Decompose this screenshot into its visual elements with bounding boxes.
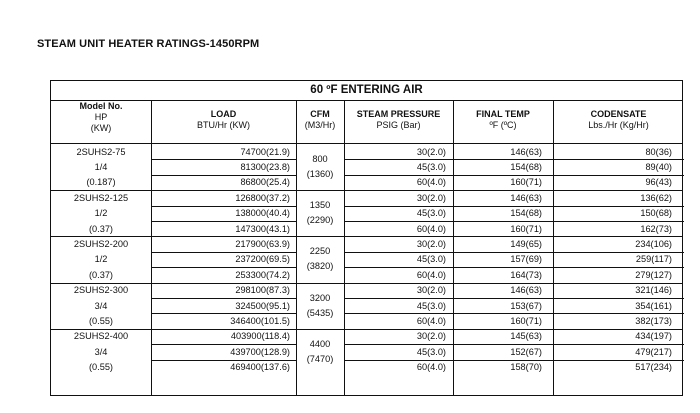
load-value: 147300(43.1) <box>235 223 290 234</box>
final-temp-value: 146(63) <box>510 285 542 296</box>
pressure-value: 60(4.0) <box>416 315 446 326</box>
pressure-value: 60(4.0) <box>416 269 446 280</box>
m3-value: (5435) <box>306 307 334 318</box>
pressure-value: 60(4.0) <box>416 223 446 234</box>
cfm-cell <box>296 192 344 234</box>
header-steam-label: STEAM PRESSURE <box>356 109 441 119</box>
final-temp-value: 160(71) <box>510 223 542 234</box>
model-kw: (0.37) <box>88 223 113 234</box>
pressure-value: 30(2.0) <box>416 238 446 249</box>
header-hp-label: HP <box>94 112 108 122</box>
load-value: 74700(21.9) <box>240 146 290 157</box>
pressure-value: 30(2.0) <box>416 331 446 342</box>
load-value: 138000(40.4) <box>235 208 290 219</box>
condensate-value: 382(173) <box>635 315 672 326</box>
final-temp-value: 149(65) <box>510 238 542 249</box>
condensate-value: 89(40) <box>645 161 672 172</box>
header-kw-label: (KW) <box>90 123 112 133</box>
header-cfm-unit: (M3/Hr) <box>304 120 336 130</box>
pressure-value: 45(3.0) <box>416 161 446 172</box>
load-value: 237200(69.5) <box>235 254 290 265</box>
condensate-value: 136(62) <box>640 192 672 203</box>
condensate-value: 234(106) <box>635 238 672 249</box>
model-number: 2SUHS2-400 <box>73 331 129 342</box>
condensate-value: 96(43) <box>645 177 672 188</box>
cfm-value: 4400 <box>309 338 331 349</box>
model-number: 2SUHS2-125 <box>73 192 129 203</box>
condensate-value: 517(234) <box>635 362 672 373</box>
cfm-value: 800 <box>312 154 328 165</box>
load-value: 86800(25.4) <box>240 177 290 188</box>
cfm-cell <box>296 146 344 188</box>
header-load-unit: BTU/Hr (KW) <box>197 120 250 130</box>
model-hp: 3/4 <box>94 346 108 357</box>
condensate-value: 479(217) <box>635 346 672 357</box>
header-model <box>51 101 151 145</box>
condensate-value: 354(161) <box>635 300 672 311</box>
cfm-cell <box>296 238 344 280</box>
header-divider <box>51 143 682 144</box>
page-title: STEAM UNIT HEATER RATINGS-1450RPM <box>37 38 260 50</box>
model-number: 2SUHS2-75 <box>76 146 126 157</box>
cfm-cell <box>296 331 344 373</box>
load-value: 81300(23.8) <box>240 161 290 172</box>
pressure-value: 60(4.0) <box>416 177 446 188</box>
final-temp-value: 164(73) <box>510 269 542 280</box>
load-value: 439700(128.9) <box>230 346 290 357</box>
model-hp: 1/2 <box>94 254 108 265</box>
model-kw: (0.37) <box>88 269 113 280</box>
header-steam-unit: PSIG (Bar) <box>376 120 421 130</box>
final-temp-value: 160(71) <box>510 315 542 326</box>
final-temp-value: 157(69) <box>510 254 542 265</box>
cfm-value: 3200 <box>309 292 331 303</box>
final-temp-value: 160(71) <box>510 177 542 188</box>
final-temp-value: 145(63) <box>510 331 542 342</box>
m3-value: (3820) <box>306 261 334 272</box>
header-model-label: Model No. <box>79 101 123 111</box>
pressure-value: 30(2.0) <box>416 192 446 203</box>
model-hp: 3/4 <box>94 300 108 311</box>
pressure-value: 45(3.0) <box>416 208 446 219</box>
m3-value: (1360) <box>306 169 334 180</box>
final-temp-value: 146(63) <box>510 146 542 157</box>
final-temp-value: 154(68) <box>510 208 542 219</box>
pressure-value: 30(2.0) <box>416 146 446 157</box>
condensate-value: 162(73) <box>640 223 672 234</box>
condensate-value: 279(127) <box>635 269 672 280</box>
cfm-value: 1350 <box>309 200 331 211</box>
header-condensate-unit: Lbs./Hr (Kg/Hr) <box>588 120 649 130</box>
load-value: 324500(95.1) <box>235 300 290 311</box>
condensate-value: 321(146) <box>635 285 672 296</box>
pressure-value: 45(3.0) <box>416 254 446 265</box>
pressure-value: 45(3.0) <box>416 300 446 311</box>
header-load-label: LOAD <box>210 109 237 119</box>
final-temp-value: 153(67) <box>510 300 542 311</box>
model-hp: 1/4 <box>94 161 108 172</box>
header-final-label: FINAL TEMP <box>476 109 530 119</box>
table-banner: 60 ºF ENTERING AIR <box>51 81 682 101</box>
pressure-value: 60(4.0) <box>416 362 446 373</box>
condensate-value: 434(197) <box>635 331 672 342</box>
final-temp-value: 146(63) <box>510 192 542 203</box>
pressure-value: 45(3.0) <box>416 346 446 357</box>
pressure-value: 30(2.0) <box>416 285 446 296</box>
header-condensate-label: CODENSATE <box>590 109 647 119</box>
condensate-value: 150(68) <box>640 208 672 219</box>
model-kw: (0.187) <box>86 177 116 188</box>
m3-value: (7470) <box>306 353 334 364</box>
load-value: 469400(137.6) <box>230 362 290 373</box>
condensate-value: 259(117) <box>635 254 672 265</box>
final-temp-value: 158(70) <box>510 362 542 373</box>
m3-value: (2290) <box>306 215 334 226</box>
ratings-table <box>50 80 683 396</box>
load-value: 298100(87.3) <box>235 285 290 296</box>
cfm-cell <box>296 285 344 327</box>
model-hp: 1/2 <box>94 208 108 219</box>
cfm-value: 2250 <box>309 246 331 257</box>
condensate-value: 80(36) <box>645 146 672 157</box>
load-value: 346400(101.5) <box>230 315 290 326</box>
model-number: 2SUHS2-200 <box>73 238 129 249</box>
final-temp-value: 154(68) <box>510 161 542 172</box>
model-number: 2SUHS2-300 <box>73 285 129 296</box>
load-value: 126800(37.2) <box>235 192 290 203</box>
load-value: 217900(63.9) <box>235 238 290 249</box>
final-temp-value: 152(67) <box>510 346 542 357</box>
load-value: 253300(74.2) <box>235 269 290 280</box>
model-kw: (0.55) <box>88 362 113 373</box>
load-value: 403900(118.4) <box>230 331 290 342</box>
model-kw: (0.55) <box>88 315 113 326</box>
header-cfm-label: CFM <box>310 109 330 119</box>
header-final-unit: ºF (ºC) <box>489 120 517 130</box>
